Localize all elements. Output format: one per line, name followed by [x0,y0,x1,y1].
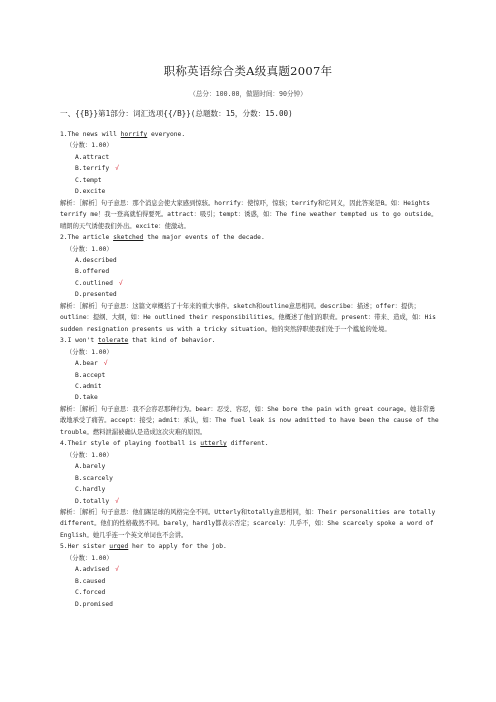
underlined-word: urged [109,543,129,551]
checkmark-icon: √ [115,497,119,505]
question-stem-text: 3.I won't [60,337,98,345]
answer-option [60,473,440,484]
question-stem-text: the major events of the decade. [143,234,265,242]
explanation-text: 解析：［解析］句子意思：我不会容忍那种行为。bear：忍受、容忍，如：She bore the pain with great courage。她非常勇敢地承受了痛苦。accept：接受；admit：承认，如：The fuel leak is now admitted to have been the cause of the trouble。燃料泄漏被确认是造成这次灾难的原因。 [60,405,439,436]
answer-option [60,587,440,598]
question-block [60,541,440,610]
question-score: （分数：1.00） [66,451,113,459]
question-stem-text: her to apply for the job. [128,543,227,551]
answer-option-label: B.offered [75,268,110,276]
answer-option [60,370,440,381]
explanation-text: 解析：［解析］句子意思：这篇文章概括了十年来的重大事件。sketch和outline意思相同。describe：描述；offer：提供；outline：提纲、大纲，如：He outlined their responsibilities。他概述了他们的职责。present：带来、造成，如：His sudden resignation presents us with a tricky situation。他的突然辞职使我们处于一个尴尬的处境。 [60,302,436,333]
question-stem [60,232,440,243]
question-score: （分数：1.00） [66,142,113,150]
question-score: （分数：1.00） [66,348,113,356]
answer-option [60,496,440,507]
question-stem [60,129,440,140]
question-stem-text: 2.The article [60,234,114,242]
answer-option-label: A.advised [75,566,110,574]
answer-option-label: C.tempt [75,176,102,184]
question-score: （分数：1.00） [66,245,113,253]
answer-option [60,163,440,174]
question-block [60,232,440,335]
answer-option-label: A.bear [75,360,98,368]
explanation-text: 解析：［解析］句子意思：他们踢足球的风格完全不同。Utterly和totally意思相同，如：Their personalities are totally different。他们的性格截然不同。barely，hardly都表示否定；scarcely：几乎不，如：She scarcely spoke a word of English。她几乎连一个英文单词也不会讲。 [60,508,436,539]
underlined-word: tolerate [97,337,129,345]
answer-option-label: D.excite [75,188,106,196]
answer-option-label: C.hardly [75,486,106,494]
checkmark-icon: √ [103,360,108,368]
question-stem [60,541,440,552]
answer-option-label: C.admit [75,382,102,390]
answer-option-label: D.promised [75,600,113,608]
answer-option [60,266,440,277]
underlined-word: sketched [113,234,144,242]
answer-option-label: C.forced [75,589,106,597]
answer-option [60,484,440,495]
answer-option [60,564,440,575]
answer-option [60,186,440,197]
checkmark-icon: √ [118,279,123,287]
question-stem-text: that kind of behavior. [128,337,216,345]
answer-option [60,289,440,300]
question-score: （分数：1.00） [66,554,113,562]
underlined-word: utterly [200,440,227,448]
answer-option [60,461,440,472]
question-stem-text: 4.Their style of playing football is [60,440,201,448]
question-stem [60,335,440,346]
answer-option-label: A.barely [75,463,106,471]
answer-option [60,255,440,266]
question-stem [60,438,440,449]
underlined-word: horrify [120,131,148,138]
question-stem-text: 1.The news will [60,131,121,138]
answer-option-label: C.outlined [75,279,113,287]
checkmark-icon: √ [115,165,119,173]
answer-option-label: B.terrify [75,165,110,173]
answer-option [60,576,440,587]
answer-option-label: B.scarcely [75,474,113,482]
question-block [60,129,440,232]
answer-option [60,381,440,392]
document-title: 职称英语综合类A级真题2007年 [163,64,333,78]
answer-option-label: A.attract [75,153,110,161]
answer-option-label: B.caused [75,577,106,585]
answer-option [60,175,440,186]
checkmark-icon: √ [115,566,119,574]
question-stem-text: everyone. [147,131,186,138]
question-block [60,335,440,438]
question-block [60,438,440,541]
answer-option-label: A.described [75,256,117,264]
explanation-text: 解析：［解析］句子意思：那个消息会使大家感到惊骇。horrify：使惊吓，惊骇；terrify和它同义，因此答案是B。如：Heights terrify me！我一登高就怕得要死。attract：吸引；tempt：诱惑，如：The fine weather tempted us to go outside。晴朗的天气诱使我们外出。excite：使激动。 [60,199,438,230]
document-subtitle: （总分：100.00，做题时间：90分钟） [189,90,307,98]
question-stem-text: different. [226,440,269,448]
answer-option-label: D.take [75,394,98,402]
answer-option-label: D.presented [75,291,117,299]
section-heading: 一、{{B}}第1部分：词汇选项{{/B}}(总题数：15，分数：15.00) [60,109,293,118]
answer-option [60,392,440,403]
answer-option [60,599,440,610]
question-stem-text: 5.Her sister [60,543,110,551]
answer-option-label: B.accept [75,371,106,379]
answer-option-label: D.totally [75,497,110,505]
answer-option [60,152,440,163]
answer-option [60,278,440,289]
question-list [60,129,440,610]
answer-option [60,358,440,369]
